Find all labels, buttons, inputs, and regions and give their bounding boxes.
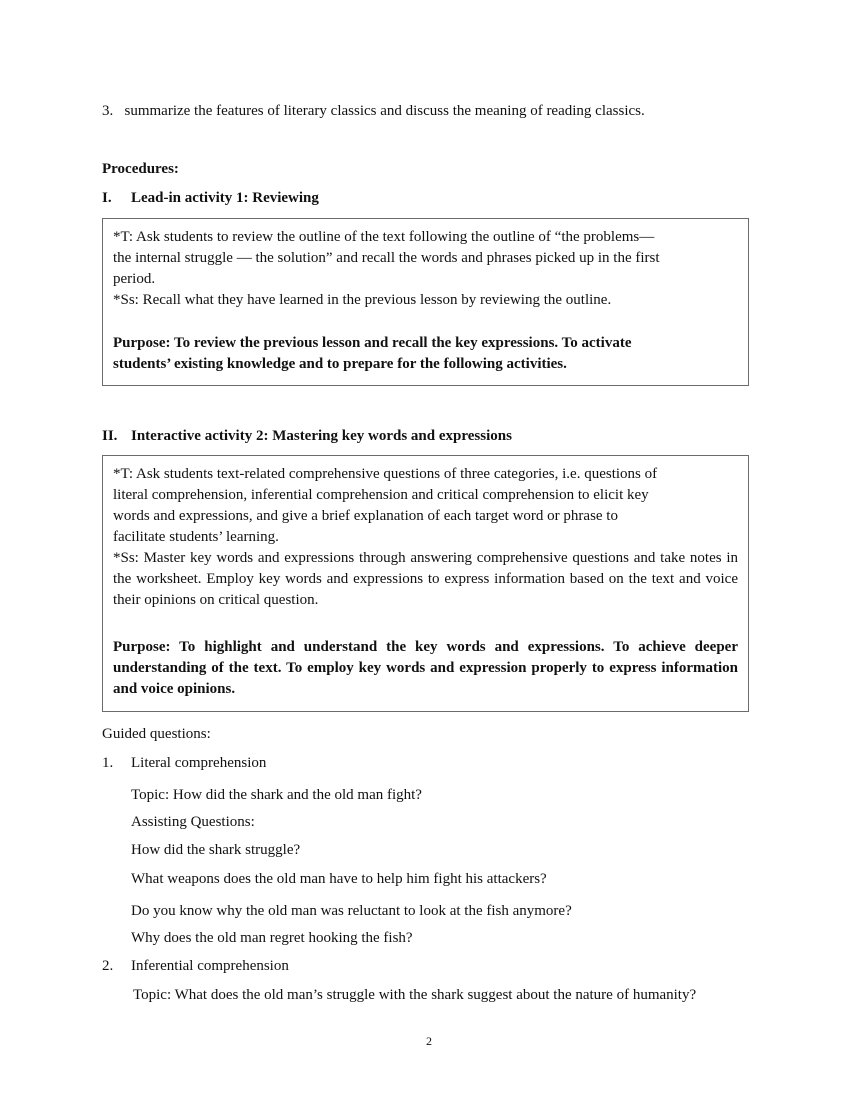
assisting-questions-label: Assisting Questions: [131,814,255,830]
list-item-1-heading [102,755,266,772]
teacher-instruction-line: the internal struggle — the solution” and recall the words and phrases picked up in the first [113,250,660,266]
procedures-heading: Procedures: [102,161,179,177]
student-activity: *Ss: Recall what they have learned in the previous lesson by reviewing the outline. [113,292,612,308]
topic: Topic: How did the shark and the old man fight? [131,787,422,803]
list-item-2-heading [102,958,289,975]
section-2-title: Interactive activity 2: Mastering key words and expressions [131,428,512,444]
objective-item-3 [102,103,645,120]
student-activity: *Ss: Master key words and expressions through answering comprehensive questions and take notes in the worksheet. Employ key words and expressions to express information based on the text and voice their opinions on critical question. [113,550,738,608]
list-item-title: Literal comprehension [131,755,267,771]
purpose-paragraph: Purpose: To highlight and understand the key words and expressions. To achieve deeper understanding of the text. To employ key words and expression properly to express information and voice opinions. [113,639,738,697]
section-1-box [102,218,749,386]
teacher-instruction-line: words and expressions, and give a brief explanation of each target word or phrase to [113,508,618,524]
purpose-line: Purpose: To review the previous lesson and recall the key expressions. To activate [113,335,632,351]
teacher-instruction-line: literal comprehension, inferential comprehension and critical comprehension to elicit key [113,487,649,503]
question: What weapons does the old man have to help him fight his attackers? [131,871,547,887]
objective-text: summarize the features of literary classics and discuss the meaning of reading classics. [124,103,645,119]
guided-questions-heading: Guided questions: [102,726,211,742]
teacher-instruction-line: *T: Ask students text-related comprehensive questions of three categories, i.e. questions of [113,466,658,482]
teacher-instruction-line: facilitate students’ learning. [113,529,279,545]
list-item-title: Inferential comprehension [131,958,289,974]
teacher-instruction-line: *T: Ask students to review the outline of the text following the outline of “the problems— [113,229,655,245]
question: How did the shark struggle? [131,842,301,858]
list-item-number: 1. [102,755,114,771]
section-1-title: Lead-in activity 1: Reviewing [131,190,319,206]
list-item-number: 2. [102,958,114,974]
page-number: 2 [426,1034,432,1048]
teacher-instruction-line: period. [113,271,156,287]
question: Why does the old man regret hooking the fish? [131,930,413,946]
section-2-heading [102,428,512,445]
section-1-heading [102,190,319,207]
objective-number: 3. [102,103,114,119]
section-2-box [102,455,749,712]
section-1-number: I. [102,190,112,206]
question: Do you know why the old man was reluctant to look at the fish anymore? [131,903,572,919]
topic: Topic: What does the old man’s struggle with the shark suggest about the nature of humanity? [133,987,697,1003]
section-2-number: II. [102,428,118,444]
purpose-line: students’ existing knowledge and to prepare for the following activities. [113,356,567,372]
